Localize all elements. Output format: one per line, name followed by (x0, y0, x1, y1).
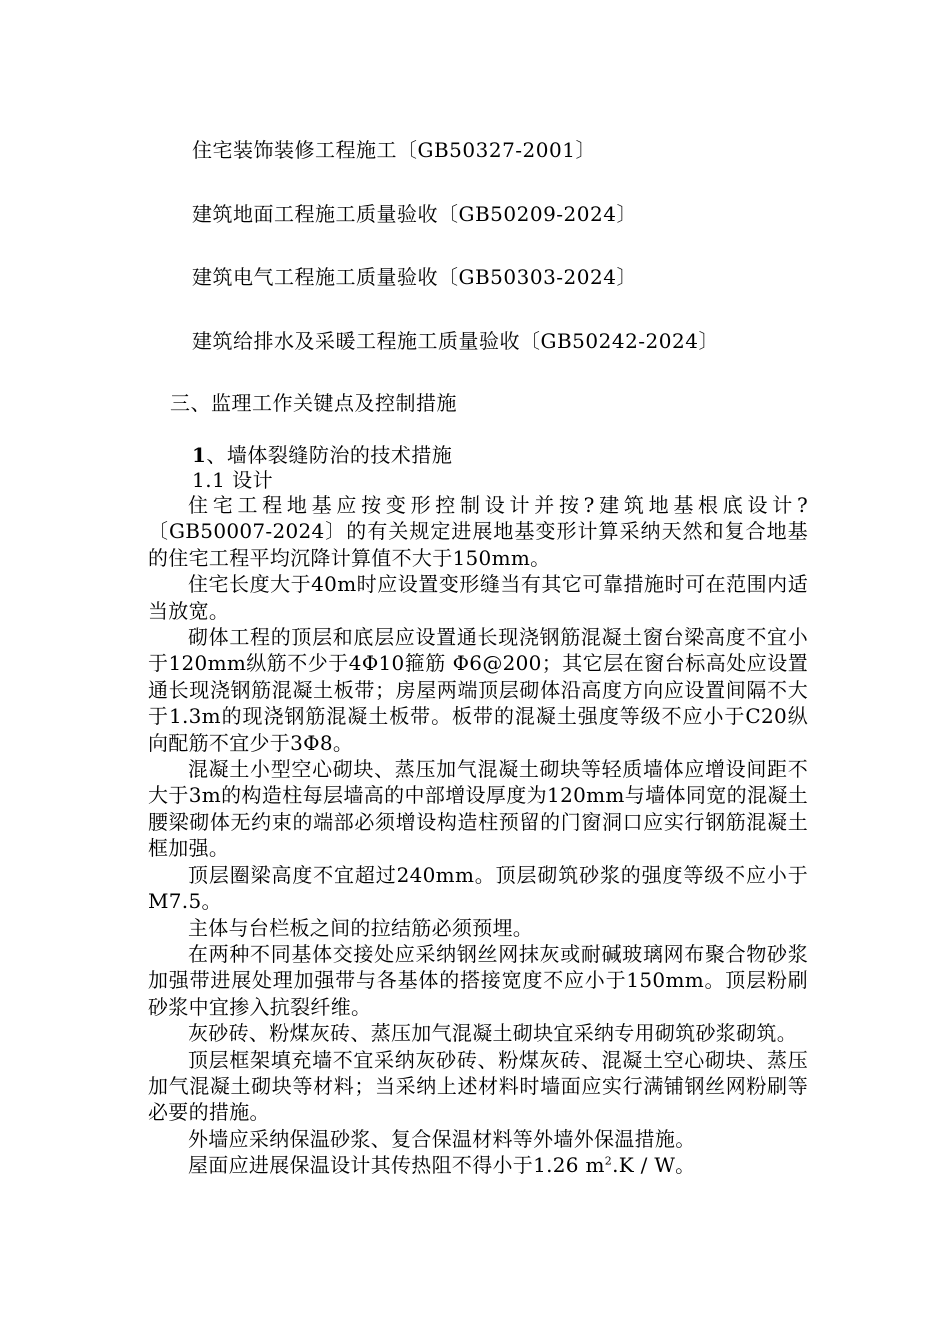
roof-superscript: 2 (604, 1154, 613, 1168)
paragraph-expansion-joint: 住宅长度大于40m时应设置变形缝当有其它可靠措施时可在范围内适当放宽。 (148, 572, 808, 623)
paragraph-insulation: 外墙应采纳保温砂浆、复合保温材料等外墙外保温措施。 (188, 1126, 696, 1151)
sub-heading (192, 441, 452, 469)
sub-sub-heading: 1.1 设计 (192, 468, 274, 492)
paragraph-window-beam: 砌体工程的顶层和底层应设置通长现浇钢筋混凝土窗台梁高度不宜小于120mm纵筋不少于4Φ10箍筋 Φ6@200；其它层在窗台标高处应设置通长现浇钢筋混凝土板带；房屋两端顶层砌体沿高度方向应设置间隔不大于1.3m的现浇钢筋混凝土板带。板带的混凝土强度等级不应小于C20纵向配筋不宜少于3Φ8。 (148, 625, 808, 755)
paragraph-light-wall: 混凝土小型空心砌块、蒸压加气混凝土砌块等轻质墙体应增设间距不大于3m的构造柱每层墙高的中部增设厚度为120mm与墙体同宽的混凝土腰梁砌体无约束的端部必须增设构造柱预留的门窗洞口应实行钢筋混凝土框加强。 (148, 757, 808, 861)
paragraph-mortar: 灰砂砖、粉煤灰砖、蒸压加气混凝土砌块宜采纳专用砌筑砂浆砌筑。 (188, 1021, 797, 1046)
standard-item-gb50209: 建筑地面工程施工质量验收〔GB50209-2024〕 (192, 202, 637, 226)
paragraph-roof (148, 1152, 808, 1178)
paragraph-mesh: 在两种不同基体交接处应采纳钢丝网抹灰或耐碱玻璃网布聚合物砂浆加强带进展处理加强带与各基体的搭接宽度不应小于150mm。顶层粉刷砂浆中宜掺入抗裂纤维。 (148, 941, 808, 1019)
sub-heading-number: 1 (192, 443, 207, 467)
roof-text-before: 屋面应进展保温设计其传热阻不得小于1.26 m (188, 1153, 605, 1178)
sub-heading-text: 、墙体裂缝防治的技术措施 (206, 443, 453, 467)
standard-item-gb50303: 建筑电气工程施工质量验收〔GB50303-2024〕 (192, 265, 637, 289)
paragraph-ring-beam: 顶层圈梁高度不宜超过240mm。顶层砌筑砂浆的强度等级不应小于M7.5。 (148, 862, 808, 914)
body-text (148, 492, 808, 1179)
paragraph-foundation: 住宅工程地基应按变形控制设计并按?建筑地基根底设计?〔GB50007-2024〕的有关规定进展地基变形计算采纳天然和复合地基的住宅工程平均沉降计算值不大于150mm。 (148, 493, 808, 570)
standard-item-gb50242: 建筑给排水及采暖工程施工质量验收〔GB50242-2024〕 (192, 329, 719, 353)
section-heading: 三、监理工作关键点及控制措施 (170, 391, 457, 415)
standard-item-gb50327: 住宅装饰装修工程施工〔GB50327-2001〕 (192, 138, 596, 162)
paragraph-infill-wall: 顶层框架填充墙不宜采纳灰砂砖、粉煤灰砖、混凝土空心砌块、蒸压加气混凝土砌块等材料；当采纳上述材料时墙面应实行满铺钢丝网粉刷等必要的措施。 (148, 1047, 808, 1125)
roof-text-after: .K / W。 (612, 1153, 696, 1178)
paragraph-tie-bar: 主体与台栏板之间的拉结筋必须预埋。 (188, 915, 534, 940)
